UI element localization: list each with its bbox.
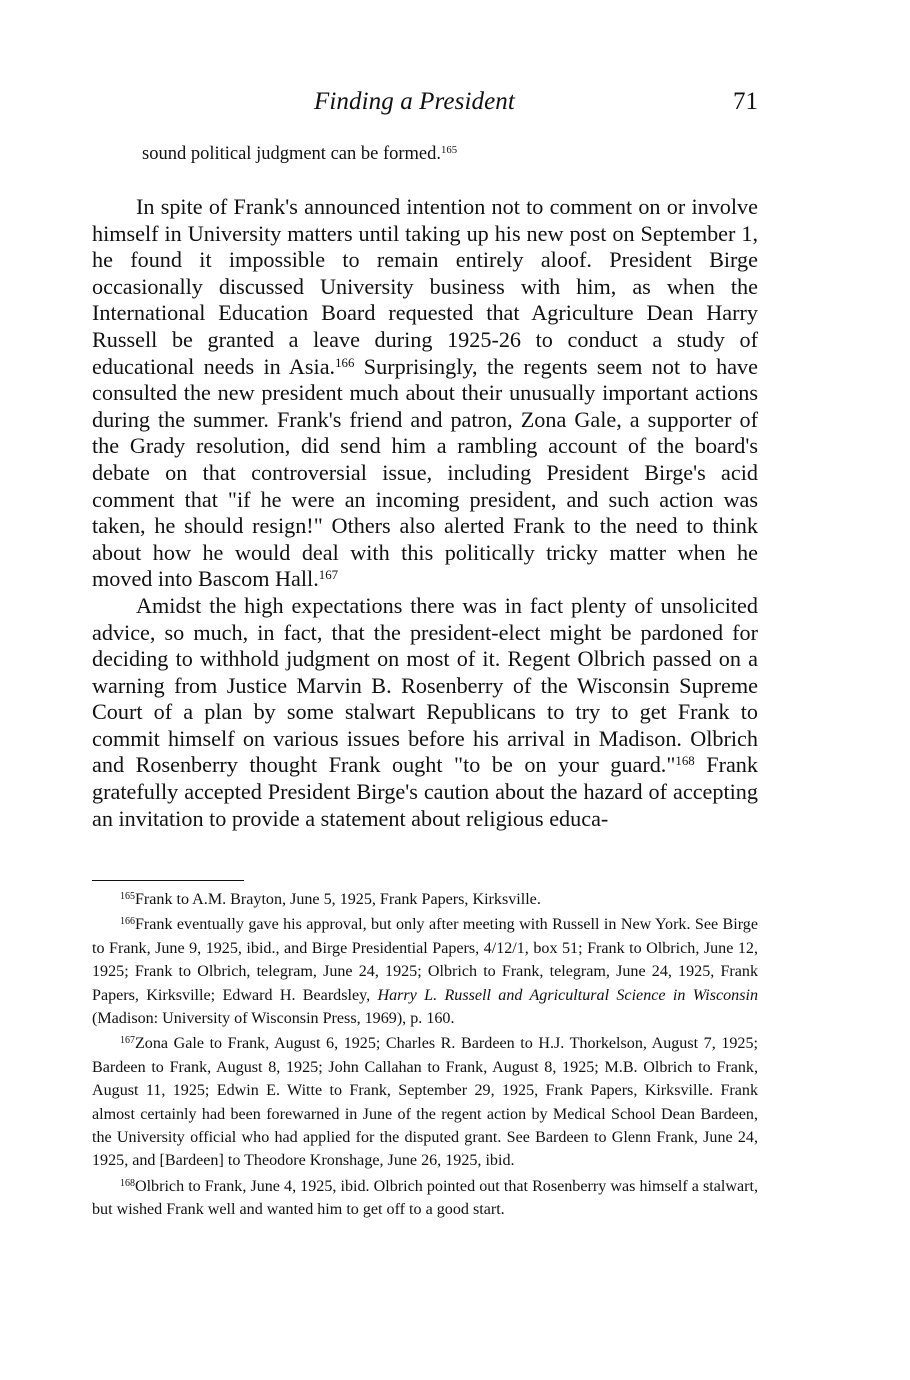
running-head: [92, 86, 758, 126]
footnote-book-title: Harry L. Russell and Agricultural Science in Wisconsin: [377, 986, 758, 1004]
carryover-line: [142, 144, 457, 165]
footnote-ref: 167: [318, 568, 339, 583]
paragraph-text: In spite of Frank's announced intention not to comment on or involve himself in University matters until taking up his new post on September 1, he found it impossible to remain entirely aloof. President Birge occasionally discussed University business with him, as when the International Education Board requested that Agriculture Dean Harry Russell be granted a leave during 1925-26 to conduct a study of educational needs in Asia.: [92, 194, 758, 379]
footnote-number: 165: [120, 891, 135, 903]
footnote-text: Zona Gale to Frank, August 6, 1925; Charles R. Bardeen to H.J. Thorkelson, August 7, 1925; Bardeen to Frank, August 8, 1925; John Callahan to Frank, August 8, 1925; M.B. Olbrich to Frank, August 11, 1925; Edwin E. Witte to Frank, September 29, 1925, Frank Papers, Kirksville. Frank almost certainly had been forewarned in June of the regent action by Medical School Dean Bardeen, the University official who had applied for the disputed grant. See Bardeen to Glenn Frank, June 24, 1925, and [Bardeen] to Theodore Kronshage, June 26, 1925, ibid.: [92, 1035, 758, 1170]
footnote-text: (Madison: University of Wisconsin Press, 1969), p. 160.: [92, 1010, 455, 1028]
body-text: [92, 194, 758, 832]
footnote-number: 166: [120, 916, 135, 928]
footnote-text: Olbrich to Frank, June 4, 1925, ibid. Olbrich pointed out that Rosenberry was himself a stalwart, but wished Frank well and wanted him to get off to a good start.: [92, 1177, 758, 1219]
footnote: [92, 1175, 758, 1222]
footnote: [92, 888, 758, 911]
paragraph-text: Frank gratefully accepted President Birge's caution about the hazard of accepting an invitation to provide a statement about religious educa-: [92, 752, 758, 831]
footnote-number: 168: [120, 1177, 135, 1189]
footnote: [92, 1032, 758, 1172]
footnote-ref: 166: [335, 355, 355, 370]
footnote-text: Frank eventually gave his approval, but only after meeting with Russell in New York. See Birge to Frank, June 9, 1925, ibid., and Birge Presidential Papers, 4/12/1, box 51; Frank to Olbrich, June 12, 1925; Frank to Olbrich, telegram, June 24, 1925; Olbrich to Frank, telegram, June 24, 1925, Frank Papers, Kirksville; Edward H. Beardsley,: [92, 916, 758, 1004]
footnote-ref: 168: [675, 754, 695, 769]
carryover-text: sound political judgment can be formed.: [142, 144, 442, 164]
paragraph-text: Amidst the high expectations there was in fact plenty of unsolicited advice, so much, in fact, that the president-elect might be pardoned for deciding to withhold judgment on most of it. Regent Olbrich passed on a warning from Justice Marvin B. Rosenberry of the Wisconsin Supreme Court of a plan by some stalwart Republicans to try to get Frank to commit himself on various issues before his arrival in Madison. Olbrich and Rosenberry thought Frank ought "to be on your guard.": [92, 592, 758, 778]
footnote: [92, 913, 758, 1030]
page-number: 71: [733, 88, 758, 115]
footnote-divider: [92, 880, 244, 881]
paragraph-text: Surprisingly, the regents seem not to have consulted the new president much about their unusually important actions during the summer. Frank's friend and patron, Zona Gale, a supporter of the Grady resolution, did send him a rambling account of the board's debate on that controversial issue, including President Birge's acid comment that "if he were an incoming president, and such action was taken, he should resign!" Others also alerted Frank to the need to think about how he would deal with this politically tricky matter when he moved into Bascom Hall.: [92, 353, 758, 592]
footnote-number: 167: [120, 1035, 135, 1047]
footnote-text: Frank to A.M. Brayton, June 5, 1925, Frank Papers, Kirksville.: [134, 891, 541, 908]
paragraph: [92, 194, 758, 593]
paragraph: [92, 593, 758, 832]
footnotes: [92, 888, 758, 1224]
footnote-ref: 165: [441, 144, 458, 157]
running-title: Finding a President: [314, 88, 515, 115]
